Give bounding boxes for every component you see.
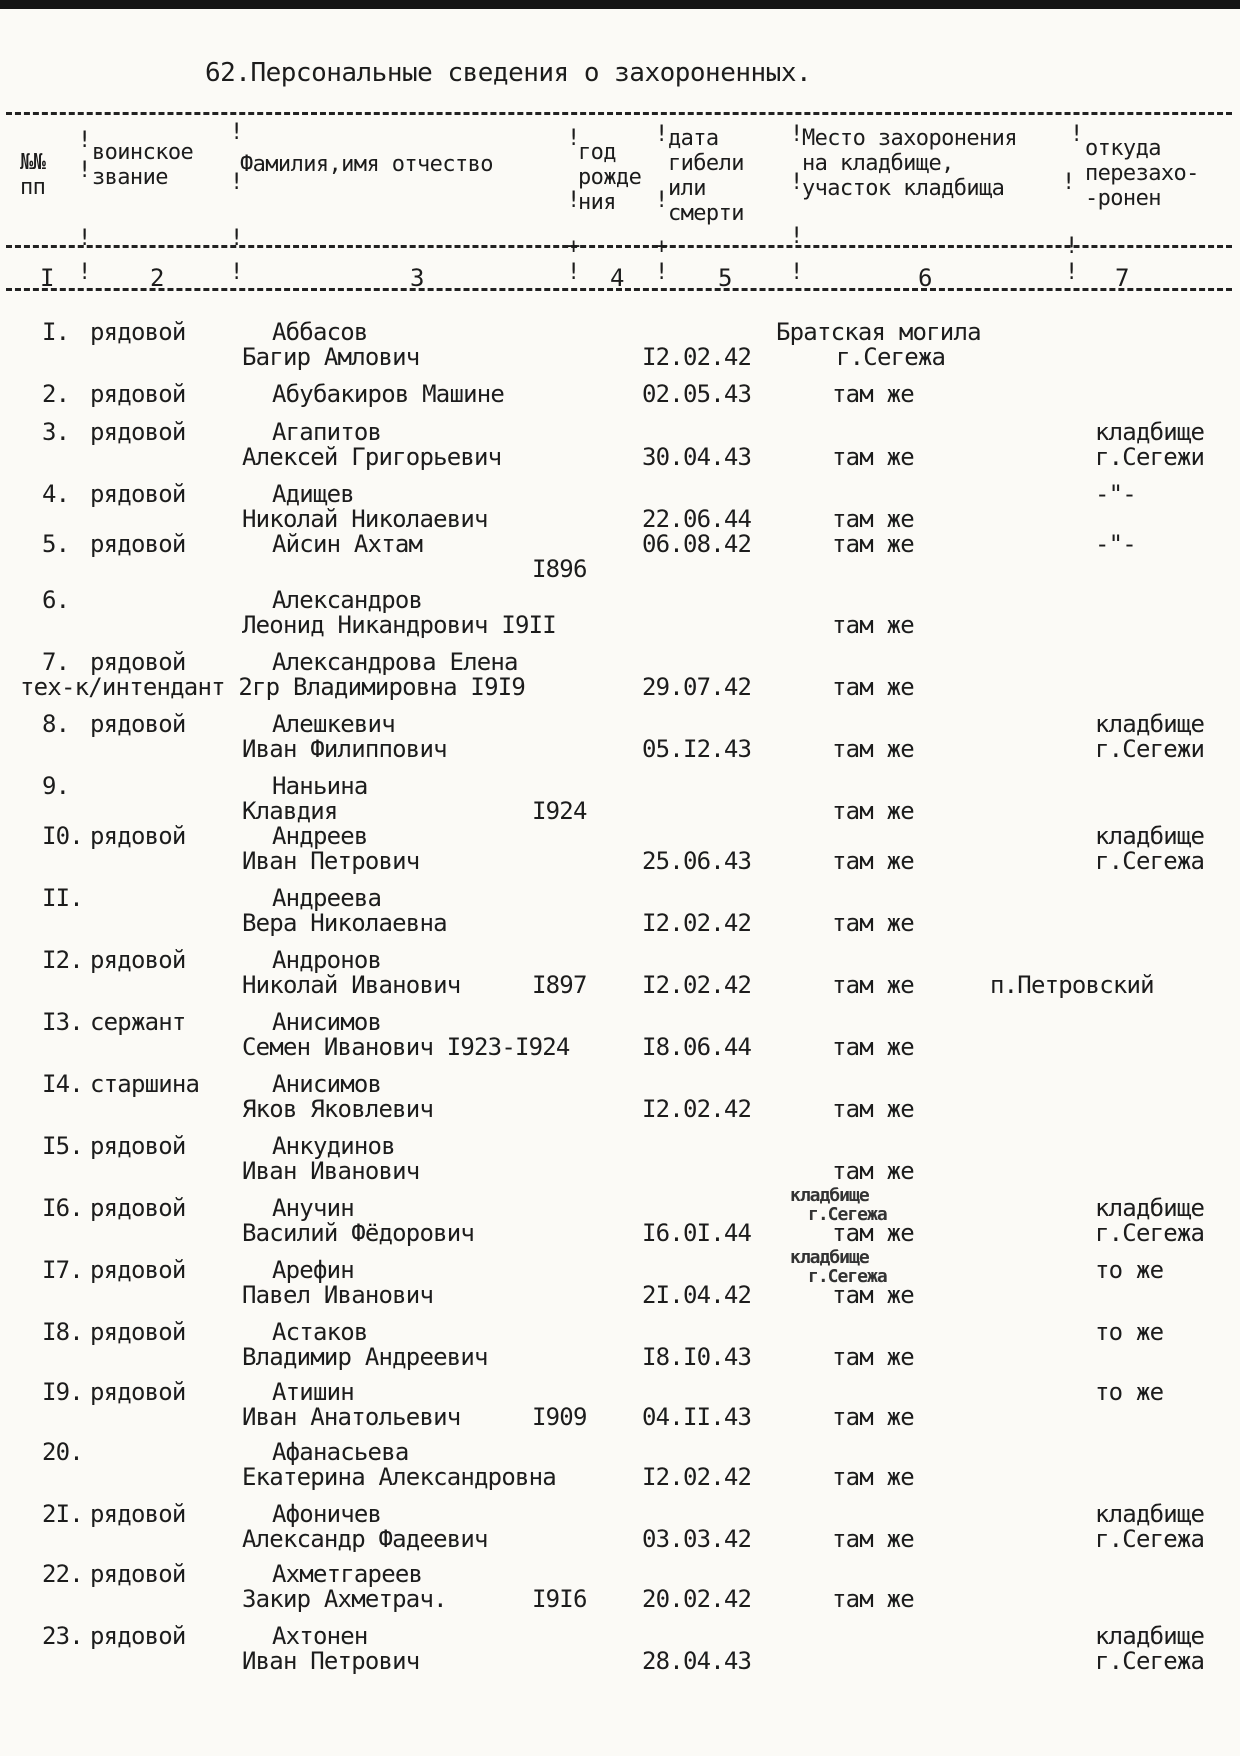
reburied-from: то же [1095, 1318, 1164, 1346]
header-burial-place: Место захоронения на кладбище, участок кладбища [802, 126, 1017, 201]
reburied-from-town: г.Сегежа [1095, 847, 1205, 875]
death-date: 20.02.42 [642, 1585, 752, 1613]
surname: Анкудинов [272, 1132, 395, 1160]
death-date: I2.02.42 [642, 1463, 752, 1491]
surname: Анисимов [272, 1008, 382, 1036]
row-number: I6. [42, 1194, 83, 1222]
military-rank: рядовой [90, 946, 186, 974]
reburied-from: кладбище [1095, 822, 1205, 850]
burial-place: там же [832, 1281, 914, 1309]
given-names: Павел Иванович [242, 1281, 434, 1309]
death-date: 2I.04.42 [642, 1281, 752, 1309]
surname: Аббасов [272, 318, 368, 346]
military-rank: рядовой [90, 648, 186, 676]
row-number: 23. [42, 1622, 83, 1650]
reburied-from: то же [1095, 1378, 1164, 1406]
given-names: Клавдия [242, 797, 338, 825]
given-names: Иван Филиппович [242, 735, 447, 763]
burial-place: там же [832, 611, 914, 639]
death-date: 02.05.43 [642, 380, 752, 408]
surname: Ахметгареев [272, 1560, 423, 1588]
row-number: I2. [42, 946, 83, 974]
burial-place: там же [832, 1219, 914, 1247]
given-names: Алексей Григорьевич [242, 443, 502, 471]
military-rank: рядовой [90, 530, 186, 558]
death-date: 04.II.43 [642, 1403, 752, 1431]
surname: Атишин [272, 1378, 354, 1406]
crossed-out-text: г.Сегежа [808, 1266, 887, 1287]
col-separator: + [655, 234, 669, 259]
death-date: I2.02.42 [642, 343, 752, 371]
surname: Андронов [272, 946, 382, 974]
surname: Абубакиров Машине [272, 380, 505, 408]
burial-place: там же [832, 847, 914, 875]
burial-place: там же [832, 1095, 914, 1123]
surname: Александрова Елена [272, 648, 518, 676]
row-number: 2. [42, 380, 70, 408]
crossed-out-text: г.Сегежа [808, 1204, 887, 1225]
birth-year: I9I6 [532, 1585, 587, 1613]
surname: Ахтонен [272, 1622, 368, 1650]
row-number: I4. [42, 1070, 83, 1098]
given-names: Закир Ахметрач. [242, 1585, 447, 1613]
header-name: Фамилия,имя отчество [240, 152, 493, 177]
given-names: Вера Николаевна [242, 909, 447, 937]
death-date: I8.06.44 [642, 1033, 752, 1061]
col-separator: ! [230, 226, 244, 251]
surname: Афоничев [272, 1500, 382, 1528]
military-rank: рядовой [90, 480, 186, 508]
death-date: 06.08.42 [642, 530, 752, 558]
given-names: Василий Фёдорович [242, 1219, 475, 1247]
col-separator: ! [790, 224, 804, 249]
burial-place: Братская могила [776, 318, 981, 346]
burial-place: там же [832, 909, 914, 937]
birth-year: I897 [532, 971, 587, 999]
surname: Айсин Ахтам [272, 530, 423, 558]
column-number: I [40, 264, 55, 292]
col-separator: ! [230, 260, 244, 285]
burial-place: там же [832, 673, 914, 701]
reburied-from-town: г.Сегежи [1095, 735, 1205, 763]
surname: Александров [272, 586, 423, 614]
military-rank: рядовой [90, 380, 186, 408]
given-names: Иван Петрович [242, 1647, 420, 1675]
military-rank: рядовой [90, 318, 186, 346]
reburied-from: -"- [1095, 530, 1136, 558]
birth-year: I896 [532, 555, 587, 583]
birth-year: I924 [532, 797, 587, 825]
given-names: Леонид Никандрович I9II [242, 611, 556, 639]
death-date: 29.07.42 [642, 673, 752, 701]
burial-place: там же [832, 1343, 914, 1371]
row-number: I5. [42, 1132, 83, 1160]
col-separator: ! [1062, 170, 1076, 195]
surname: Анучин [272, 1194, 354, 1222]
burial-place: там же [832, 1585, 914, 1613]
military-rank: рядовой [90, 1500, 186, 1528]
surname: Андреев [272, 822, 368, 850]
col-separator: + [567, 234, 581, 259]
col-separator: ! [1065, 260, 1079, 285]
surname: Алешкевич [272, 710, 395, 738]
column-number: 3 [410, 264, 425, 292]
death-date: 25.06.43 [642, 847, 752, 875]
given-names: Николай Николаевич [242, 505, 488, 533]
row-number: 7. [42, 648, 70, 676]
reburied-from: кладбище [1095, 418, 1205, 446]
given-names: Николай Иванович [242, 971, 461, 999]
military-rank: рядовой [90, 1560, 186, 1588]
row-number: I. [42, 318, 70, 346]
surname: Агапитов [272, 418, 382, 446]
reburied-from: кладбище [1095, 1622, 1205, 1650]
row-number: 3. [42, 418, 70, 446]
burial-place: там же [832, 505, 914, 533]
given-names: тех-к/интендант 2гр Владимировна I9I9 [20, 673, 526, 701]
burial-place: там же [832, 1033, 914, 1061]
row-number: I8. [42, 1318, 83, 1346]
birth-year: I909 [532, 1403, 587, 1431]
burial-place: там же [832, 971, 914, 999]
reburied-from-town: г.Сегежа [1095, 1525, 1205, 1553]
military-rank: рядовой [90, 1132, 186, 1160]
col-separator: ! [790, 170, 804, 195]
death-date: 22.06.44 [642, 505, 752, 533]
burial-place: там же [832, 1157, 914, 1185]
given-names: Иван Анатольевич [242, 1403, 461, 1431]
burial-place: там же [832, 1403, 914, 1431]
col-separator: ! [567, 260, 581, 285]
row-number: I7. [42, 1256, 83, 1284]
military-rank: рядовой [90, 1194, 186, 1222]
reburied-from-town: г.Сегежа [1095, 1647, 1205, 1675]
death-date: I2.02.42 [642, 909, 752, 937]
col-separator: ! [78, 128, 92, 153]
row-number: I3. [42, 1008, 83, 1036]
military-rank: рядовой [90, 1378, 186, 1406]
reburied-from: то же [1095, 1256, 1164, 1284]
burial-place: там же [832, 443, 914, 471]
row-number: 6. [42, 586, 70, 614]
crossed-out-text: кладбище [790, 1247, 869, 1268]
reburied-from-town: г.Сегежи [1095, 443, 1205, 471]
burial-place: там же [832, 797, 914, 825]
row-number: I0. [42, 822, 83, 850]
col-separator: ! [790, 260, 804, 285]
row-number: I9. [42, 1378, 83, 1406]
col-separator: ! [567, 126, 581, 151]
scan-top-edge [0, 0, 1240, 9]
col-separator: ! [790, 122, 804, 147]
burial-place: там же [832, 735, 914, 763]
given-names: Яков Яковлевич [242, 1095, 434, 1123]
surname: Наньина [272, 772, 368, 800]
reburied-from-town: г.Сегежа [1095, 1219, 1205, 1247]
death-date: I2.02.42 [642, 1095, 752, 1123]
reburied-from: -"- [1095, 480, 1136, 508]
reburied-from: кладбище [1095, 1194, 1205, 1222]
burial-place: там же [832, 530, 914, 558]
given-names: Екатерина Александровна [242, 1463, 556, 1491]
column-number: 4 [610, 264, 625, 292]
col-separator: ! [1070, 122, 1084, 147]
column-number: 5 [718, 264, 733, 292]
header-birth-year: год рожде ния [578, 140, 642, 215]
row-number: 22. [42, 1560, 83, 1588]
col-separator: ! [78, 158, 92, 183]
header-death-date: дата гибели или смерти [668, 126, 744, 226]
death-date: I8.I0.43 [642, 1343, 752, 1371]
header-number: №№ пп [20, 150, 46, 200]
given-names: Семен Иванович I923-I924 [242, 1033, 570, 1061]
military-rank: рядовой [90, 418, 186, 446]
military-rank: рядовой [90, 1622, 186, 1650]
page-title: 62.Персональные сведения о захороненных. [205, 58, 812, 88]
burial-place-town: г.Сегежа [836, 343, 946, 371]
death-date: I6.0I.44 [642, 1219, 752, 1247]
col-separator: ! [78, 226, 92, 251]
death-date: 05.I2.43 [642, 735, 752, 763]
given-names: Александр Фадеевич [242, 1525, 488, 1553]
row-number: 20. [42, 1438, 83, 1466]
surname: Афанасьева [272, 1438, 409, 1466]
col-separator: ! [655, 122, 669, 147]
given-names: Иван Иванович [242, 1157, 420, 1185]
header-top-rule [6, 112, 1232, 115]
military-rank: старшина [90, 1070, 200, 1098]
military-rank: рядовой [90, 822, 186, 850]
header-mid-rule [6, 245, 1232, 248]
row-number: 5. [42, 530, 70, 558]
header-reburied-from: откуда перезахо- -ронен [1085, 136, 1199, 211]
row-number: 9. [42, 772, 70, 800]
row-number: 8. [42, 710, 70, 738]
surname: Арефин [272, 1256, 354, 1284]
burial-place: там же [832, 1463, 914, 1491]
column-number: 2 [150, 264, 165, 292]
reburied-from: кладбище [1095, 1500, 1205, 1528]
crossed-out-text: кладбище [790, 1185, 869, 1206]
col-separator: ! [655, 188, 669, 213]
military-rank: рядовой [90, 710, 186, 738]
surname: Адищев [272, 480, 354, 508]
surname: Астаков [272, 1318, 368, 1346]
death-date: 30.04.43 [642, 443, 752, 471]
military-rank: рядовой [90, 1256, 186, 1284]
col-separator: ! [78, 260, 92, 285]
col-separator: ! [230, 170, 244, 195]
death-date: 03.03.42 [642, 1525, 752, 1553]
reburied-from: кладбище [1095, 710, 1205, 738]
surname: Андреева [272, 884, 382, 912]
surname: Анисимов [272, 1070, 382, 1098]
given-names: Владимир Андреевич [242, 1343, 488, 1371]
column-number: 6 [918, 264, 933, 292]
row-number: 2I. [42, 1500, 83, 1528]
col-separator: ! [230, 120, 244, 145]
col-separator: ! [1065, 234, 1079, 259]
death-date: I2.02.42 [642, 971, 752, 999]
given-names: Багир Амлович [242, 343, 420, 371]
given-names: Иван Петрович [242, 847, 420, 875]
col-separator: ! [655, 260, 669, 285]
death-date: 28.04.43 [642, 1647, 752, 1675]
burial-place: там же [832, 380, 914, 408]
military-rank: рядовой [90, 1318, 186, 1346]
row-number: 4. [42, 480, 70, 508]
column-number: 7 [1115, 264, 1130, 292]
burial-place: там же [832, 1525, 914, 1553]
col-separator: ! [567, 188, 581, 213]
row-number: II. [42, 884, 83, 912]
military-rank: сержант [90, 1008, 186, 1036]
header-rank: воинское звание [92, 140, 194, 190]
reburied-from: п.Петровский [990, 971, 1154, 999]
